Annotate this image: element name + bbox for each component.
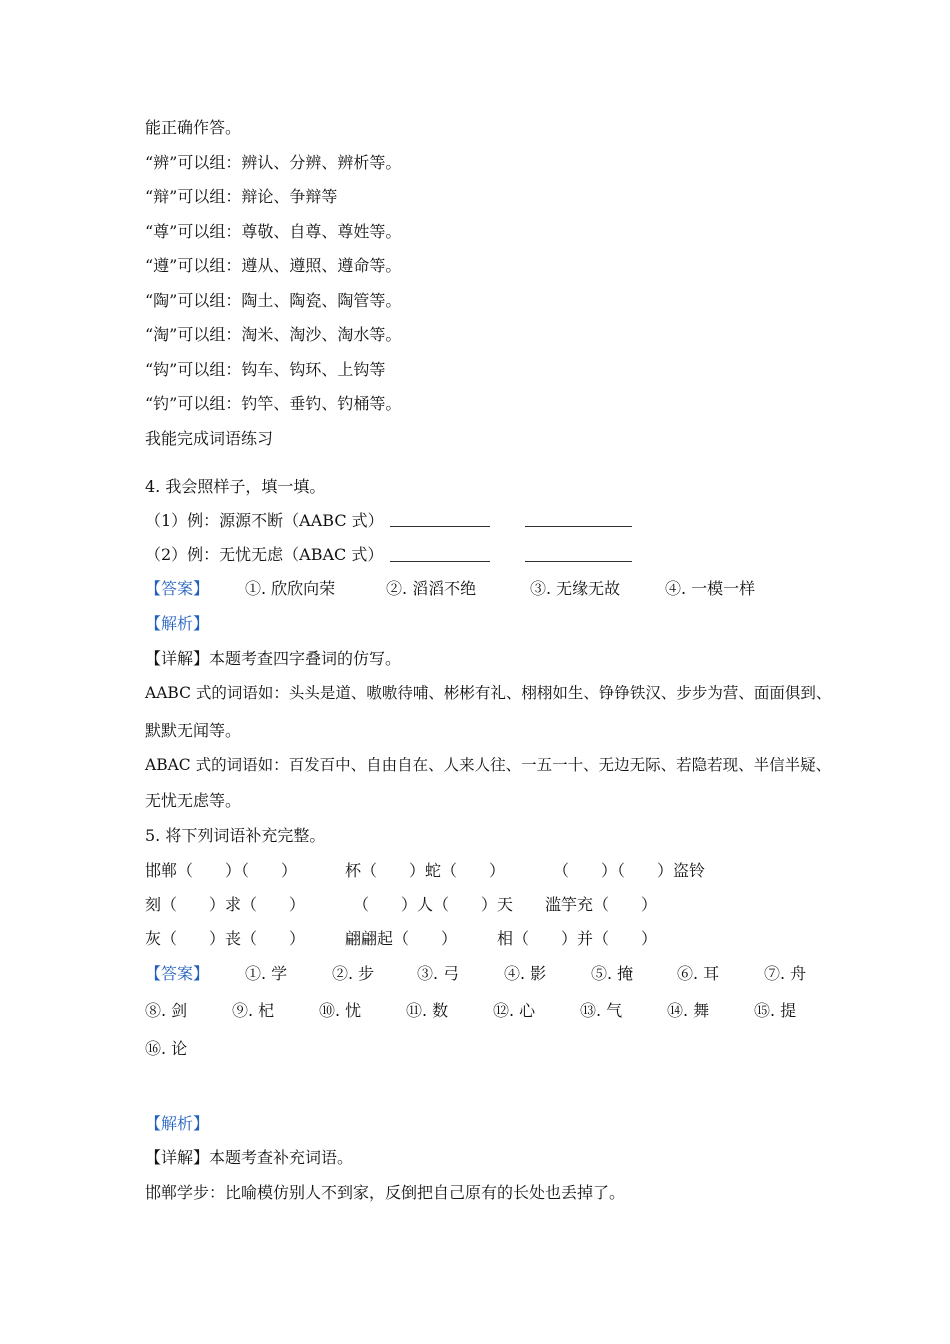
q4-answer-label: 【答案】 bbox=[145, 579, 210, 598]
q4-blank[interactable] bbox=[390, 561, 490, 562]
q5-answer: ③. 弓 bbox=[417, 964, 460, 983]
q5-answer-label: 【答案】 bbox=[145, 964, 210, 983]
q4-title: 4. 我会照样子，填一填。 bbox=[145, 477, 326, 496]
q5-blank-item: （ ）（ ）盗铃 bbox=[553, 861, 706, 880]
q5-blank-item: 翩翩起（ ） bbox=[345, 929, 458, 948]
q4-blank[interactable] bbox=[525, 561, 632, 562]
group-line: “陶”可以组：陶土、陶瓷、陶管等。 bbox=[145, 291, 402, 310]
q4-item-1: （1）例：源源不断（AABC 式） bbox=[145, 511, 384, 530]
group-line: “钓”可以组：钓竿、垂钓、钓桶等。 bbox=[145, 394, 402, 413]
q5-blank-item: 相（ ）并（ ） bbox=[497, 929, 658, 948]
q5-blank-item: 杯（ ）蛇（ ） bbox=[345, 861, 506, 880]
q4-aabc-line-1: AABC 式的词语如：头头是道、嗷嗷待哺、彬彬有礼、栩栩如生、铮铮铁汉、步步为营、面面俱到、 bbox=[145, 684, 832, 702]
q4-blank[interactable] bbox=[525, 526, 632, 527]
q4-answer: ②. 滔滔不绝 bbox=[386, 579, 477, 598]
q4-answer: ①. 欣欣向荣 bbox=[245, 579, 336, 598]
q4-blank[interactable] bbox=[390, 526, 490, 527]
group-line: “辨”可以组：辨认、分辨、辨析等。 bbox=[145, 153, 402, 172]
q5-answer: ⑬. 气 bbox=[580, 1001, 623, 1020]
q5-answer: ⑥. 耳 bbox=[677, 964, 720, 983]
q5-blank-item: 滥竽充（ ） bbox=[545, 895, 658, 914]
q4-answer: ④. 一模一样 bbox=[665, 579, 756, 598]
q5-blank-item: 灰（ ）丧（ ） bbox=[145, 929, 306, 948]
q5-title: 5. 将下列词语补充完整。 bbox=[145, 826, 326, 845]
group-line: “遵”可以组：遵从、遵照、遵命等。 bbox=[145, 256, 402, 275]
section-title: 我能完成词语练习 bbox=[145, 429, 274, 448]
q5-answer: ⑩. 忧 bbox=[319, 1001, 362, 1020]
q5-answer: ⑭. 舞 bbox=[667, 1001, 710, 1020]
q4-aabc-line-2: 默默无闻等。 bbox=[145, 721, 242, 740]
q5-answer: ⑪. 数 bbox=[406, 1001, 449, 1020]
group-line: “辩”可以组：辩论、争辩等 bbox=[145, 187, 338, 206]
q5-explanation: 邯郸学步：比喻模仿别人不到家，反倒把自己原有的长处也丢掉了。 bbox=[145, 1183, 626, 1202]
q5-answer: ④. 影 bbox=[504, 964, 547, 983]
q4-detail: 【详解】本题考查四字叠词的仿写。 bbox=[145, 649, 402, 668]
q5-answer: ⑫. 心 bbox=[493, 1001, 536, 1020]
q5-answer: ①. 学 bbox=[245, 964, 288, 983]
q5-detail: 【详解】本题考查补充词语。 bbox=[145, 1148, 354, 1167]
intro-line: 能正确作答。 bbox=[145, 118, 242, 137]
q5-blank-item: （ ）人（ ）天 bbox=[353, 895, 514, 914]
q4-item-2: （2）例：无忧无虑（ABAC 式） bbox=[145, 545, 384, 564]
q5-blank-item: 邯郸（ ）（ ） bbox=[145, 861, 298, 880]
q5-answer: ⑧. 剑 bbox=[145, 1001, 188, 1020]
group-line: “钩”可以组：钩车、钩环、上钩等 bbox=[145, 360, 386, 379]
group-line: “淘”可以组：淘米、淘沙、淘水等。 bbox=[145, 325, 402, 344]
q4-abac-line-1: ABAC 式的词语如：百发百中、自由自在、人来人往、一五一十、无边无际、若隐若现、半信半疑、 bbox=[145, 756, 832, 774]
q5-blank-item: 刻（ ）求（ ） bbox=[145, 895, 306, 914]
q5-answer: ⑨. 杞 bbox=[232, 1001, 275, 1020]
q5-answer: ②. 步 bbox=[332, 964, 375, 983]
q5-answer: ⑯. 论 bbox=[145, 1039, 188, 1058]
group-line: “尊”可以组：尊敬、自尊、尊姓等。 bbox=[145, 222, 402, 241]
q5-answer: ⑮. 提 bbox=[754, 1001, 797, 1020]
q4-answer: ③. 无缘无故 bbox=[530, 579, 621, 598]
q5-answer: ⑦. 舟 bbox=[764, 964, 807, 983]
q4-analysis-label: 【解析】 bbox=[145, 614, 210, 633]
q5-analysis-label: 【解析】 bbox=[145, 1114, 210, 1133]
q5-answer: ⑤. 掩 bbox=[591, 964, 634, 983]
q4-abac-line-2: 无忧无虑等。 bbox=[145, 791, 242, 810]
